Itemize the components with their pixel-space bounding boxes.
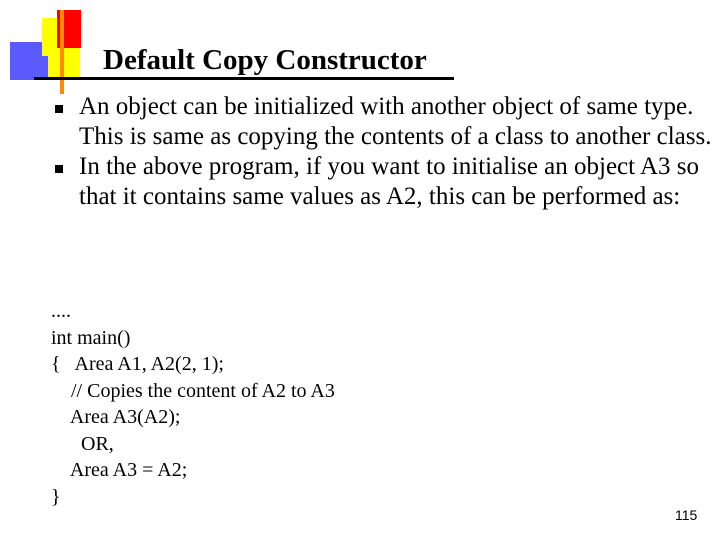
code-line: }: [51, 485, 61, 508]
code-line: Area A3(A2);: [51, 406, 181, 428]
code-line: Area A3 = A2;: [51, 459, 188, 481]
bullet-text: In the above program, if you want to initialise an object A3 so that it contains same values as A2, this can be performed as:: [79, 153, 699, 210]
bullet-item: [48, 152, 713, 212]
code-block: [51, 298, 335, 510]
code-line: { Area A1, A2(2, 1);: [51, 353, 224, 375]
code-line: ....: [51, 300, 71, 322]
code-line: int main(): [51, 326, 131, 349]
slide-title: Default Copy Constructor: [103, 44, 427, 76]
decor-yellow-square-small: [48, 50, 80, 80]
page-number: 115: [675, 507, 698, 523]
decor-vertical-line: [60, 10, 64, 94]
square-bullet-icon: [55, 105, 63, 113]
code-line: OR,: [51, 432, 114, 455]
square-bullet-icon: [55, 165, 63, 173]
bullet-text: An object can be initialized with another object of same type. This is same as copying the contents of a class to another class.: [79, 93, 712, 150]
code-line: // Copies the content of A2 to A3: [51, 379, 335, 402]
title-underline: [34, 77, 454, 80]
bullet-item: [48, 92, 713, 152]
bullet-list: [48, 92, 713, 212]
